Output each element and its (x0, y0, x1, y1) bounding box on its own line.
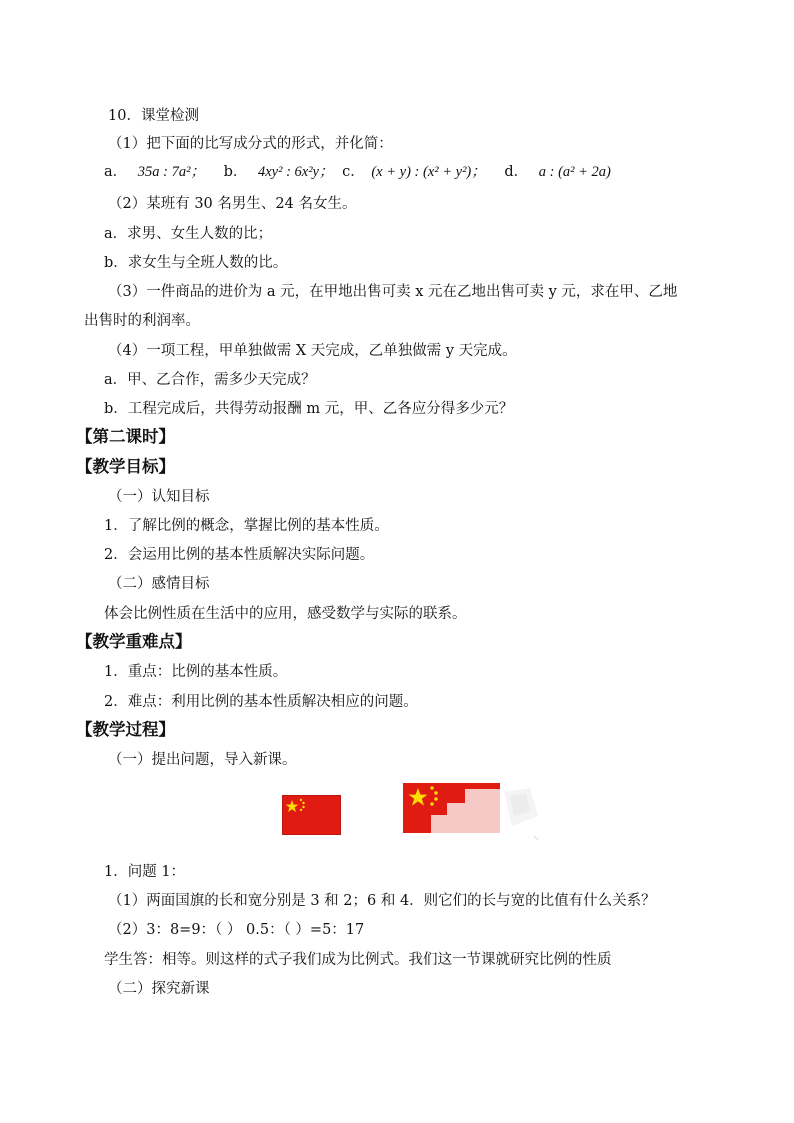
flag-small-star-icon (302, 802, 304, 804)
question-4-a: a．甲、乙合作，需多少天完成？ (104, 372, 316, 388)
flag-star-icon (286, 800, 299, 812)
step-2-title: （二）探究新课 (108, 981, 210, 997)
cognitive-goal-2: 2．会运用比例的基本性质解决实际问题。 (104, 547, 375, 563)
option-a-expr: 35a : 7a²； (137, 164, 205, 180)
student-answer: 学生答：相等。则这样的式子我们成为比例式。我们这一节课就研究比例的性质 (104, 952, 612, 968)
flag-small-star-icon (300, 799, 302, 801)
flag-image-large (403, 783, 500, 833)
flag-small-star-icon (302, 806, 304, 808)
lesson-2-heading: 【第二课时】 (76, 427, 175, 446)
option-d-expr: a : (a² + 2a) (538, 164, 611, 180)
flag-star-icon (409, 788, 428, 806)
question-2: （2）某班有 30 名男生、24 名女生。 (108, 196, 357, 212)
question-2-a: a．求男、女生人数的比； (104, 226, 273, 242)
option-a-label: a． (104, 164, 128, 180)
question-1-options (104, 162, 611, 182)
option-d-label: d． (504, 164, 529, 180)
key-point-1: 1．重点：比例的基本性质。 (104, 664, 288, 680)
question-1: （1）把下面的比写成分式的形式，并化简： (108, 136, 393, 152)
emotional-goals-title: （二）感情目标 (108, 576, 210, 592)
section-10-title: 10．课堂检测 (108, 108, 199, 124)
flag-small-star-icon (434, 791, 437, 794)
emotional-goal-1: 体会比例性质在生活中的应用，感受数学与实际的联系。 (104, 606, 467, 622)
teaching-goals-heading: 【教学目标】 (76, 457, 175, 476)
flag-stars (283, 796, 340, 834)
flag-small-star-icon (430, 786, 433, 789)
question-3-line-1: （3）一件商品的进价为 a 元，在甲地出售可卖 x 元在乙地出售可卖 y 元，求在甲、乙地 (108, 284, 678, 300)
flag-faded-area (431, 815, 449, 833)
question-2-b: b．求女生与全班人数的比。 (104, 255, 288, 271)
teaching-process-heading: 【教学过程】 (76, 720, 175, 739)
flag-small-star-icon (430, 802, 433, 805)
intro-question-2: （2）3：8=9：（ ） 0.5：（ ）=5：17 (108, 922, 365, 938)
option-c-label: c． (342, 164, 365, 180)
intro-question-1: （1）两面国旗的长和宽分别是 3 和 2；6 和 4．则它们的长与宽的比值有什么关系？ (108, 893, 656, 909)
watermark-icon (500, 786, 542, 842)
question-1-title: 1．问题 1： (104, 864, 186, 880)
flag-small-star-icon (434, 797, 437, 800)
cognitive-goal-1: 1．了解比例的概念，掌握比例的基本性质。 (104, 518, 389, 534)
step-1-title: （一）提出问题，导入新课。 (108, 752, 297, 768)
option-b-label: b． (223, 164, 248, 180)
option-b-expr: 4xy² : 6x²y； (257, 164, 334, 180)
key-point-2: 2．难点：利用比例的基本性质解决相应的问题。 (104, 694, 418, 710)
question-4-b: b．工程完成后，共得劳动报酬 m 元，甲、乙各应分得多少元？ (104, 401, 514, 417)
question-4: （4）一项工程，甲单独做需 X 天完成，乙单独做需 y 天完成。 (108, 343, 517, 359)
flag-small-star-icon (300, 809, 302, 811)
flag-faded-area (447, 803, 467, 833)
flag-faded-area (465, 789, 500, 833)
question-3-line-2: 出售时的利润率。 (84, 313, 200, 329)
cognitive-goals-title: （一）认知目标 (108, 489, 210, 505)
key-points-heading: 【教学重难点】 (76, 632, 192, 651)
flag-image-small (282, 795, 341, 835)
option-c-expr: (x + y) : (x² + y²)； (371, 164, 486, 180)
